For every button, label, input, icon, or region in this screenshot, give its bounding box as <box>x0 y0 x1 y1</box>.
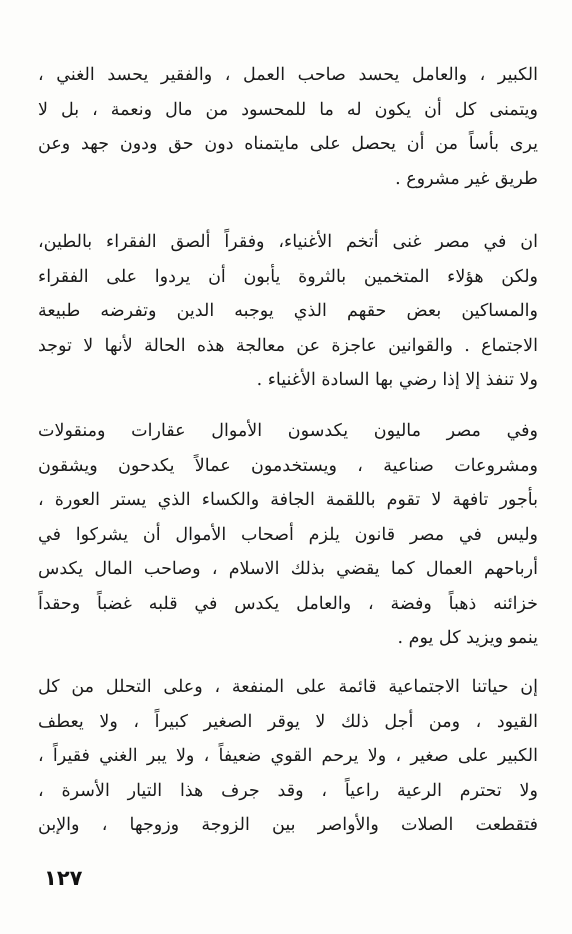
text-line: والمساكين بعض حقهم الذي يوجبه الدين وتفرضه طبيعة <box>38 301 538 321</box>
text-line: القيود ، ومن أجل ذلك لا يوقر الصغير كبيراً ، ولا يعطف <box>38 711 538 732</box>
paragraph-2 <box>38 225 538 398</box>
text-line: أرباحهم العمال كما يقضي بذلك الاسلام ، وصاحب المال يكدس <box>38 559 538 579</box>
text-line: ومشروعات صناعية ، ويستخدمون عمالاً يكدحون ويشقون <box>38 455 538 476</box>
paragraph-3 <box>38 414 538 656</box>
text-line: ان في مصر غنى أتخم الأغنياء، وفقراً ألصق الفقراء بالطين، <box>38 232 538 252</box>
text-line: طريق غير مشروع . <box>395 168 538 189</box>
text-line: ولا تحترم الرعية راعياً ، وقد جرف هذا التيار الأسرة ، <box>38 780 538 801</box>
text-line: وليس في مصر قانون يلزم أصحاب الأموال أن يشركوا في <box>38 524 538 545</box>
text-line: ينمو ويزيد كل يوم . <box>397 628 538 648</box>
text-line: يرى بأساً من أن يحصل على مايتمناه دون حق ودون جهد وعن <box>38 134 538 154</box>
page-number: ١٢٧ <box>44 866 83 890</box>
text-line: ولا تنفذ إلا إذا رضي بها السادة الأغنياء . <box>256 370 538 390</box>
text-line: ولكن هؤلاء المتخمين بالثروة يأبون أن يردوا على الفقراء <box>38 266 538 287</box>
text-line: الاجتماع . والقوانين عاجزة عن معالجة هذه الحالة لأنها لا توجد <box>38 335 538 356</box>
text-line: وفي مصر ماليون يكدسون الأموال عقارات ومنقولات <box>38 421 538 441</box>
text-line: بأجور تافهة لا تقوم باللقمة الجافة والكساء الذي يستر العورة ، <box>38 490 538 510</box>
text-line: ويتمنى كل أن يكون له ما للمحسود من مال ونعمة ، بل لا <box>38 99 538 120</box>
paragraph-4 <box>38 670 538 843</box>
paragraph-1 <box>38 58 538 196</box>
text-line: إن حياتنا الاجتماعية قائمة على المنفعة ، وعلى التحلل من كل <box>38 677 538 697</box>
text-line: الكبير ، والعامل يحسد صاحب العمل ، والفقير يحسد الغني ، <box>38 65 538 85</box>
text-line: الكبير على صغير ، ولا يرحم القوي ضعيفاً ، ولا يبر الغني فقيراً ، <box>38 746 538 766</box>
text-line: خزائنه ذهباً وفضة ، والعامل يكدس في قلبه غضباً وحقداً <box>38 593 538 614</box>
text-line: فتقطعت الصلات والأواصر بين الزوجة وزوجها ، والإبن <box>38 815 538 835</box>
